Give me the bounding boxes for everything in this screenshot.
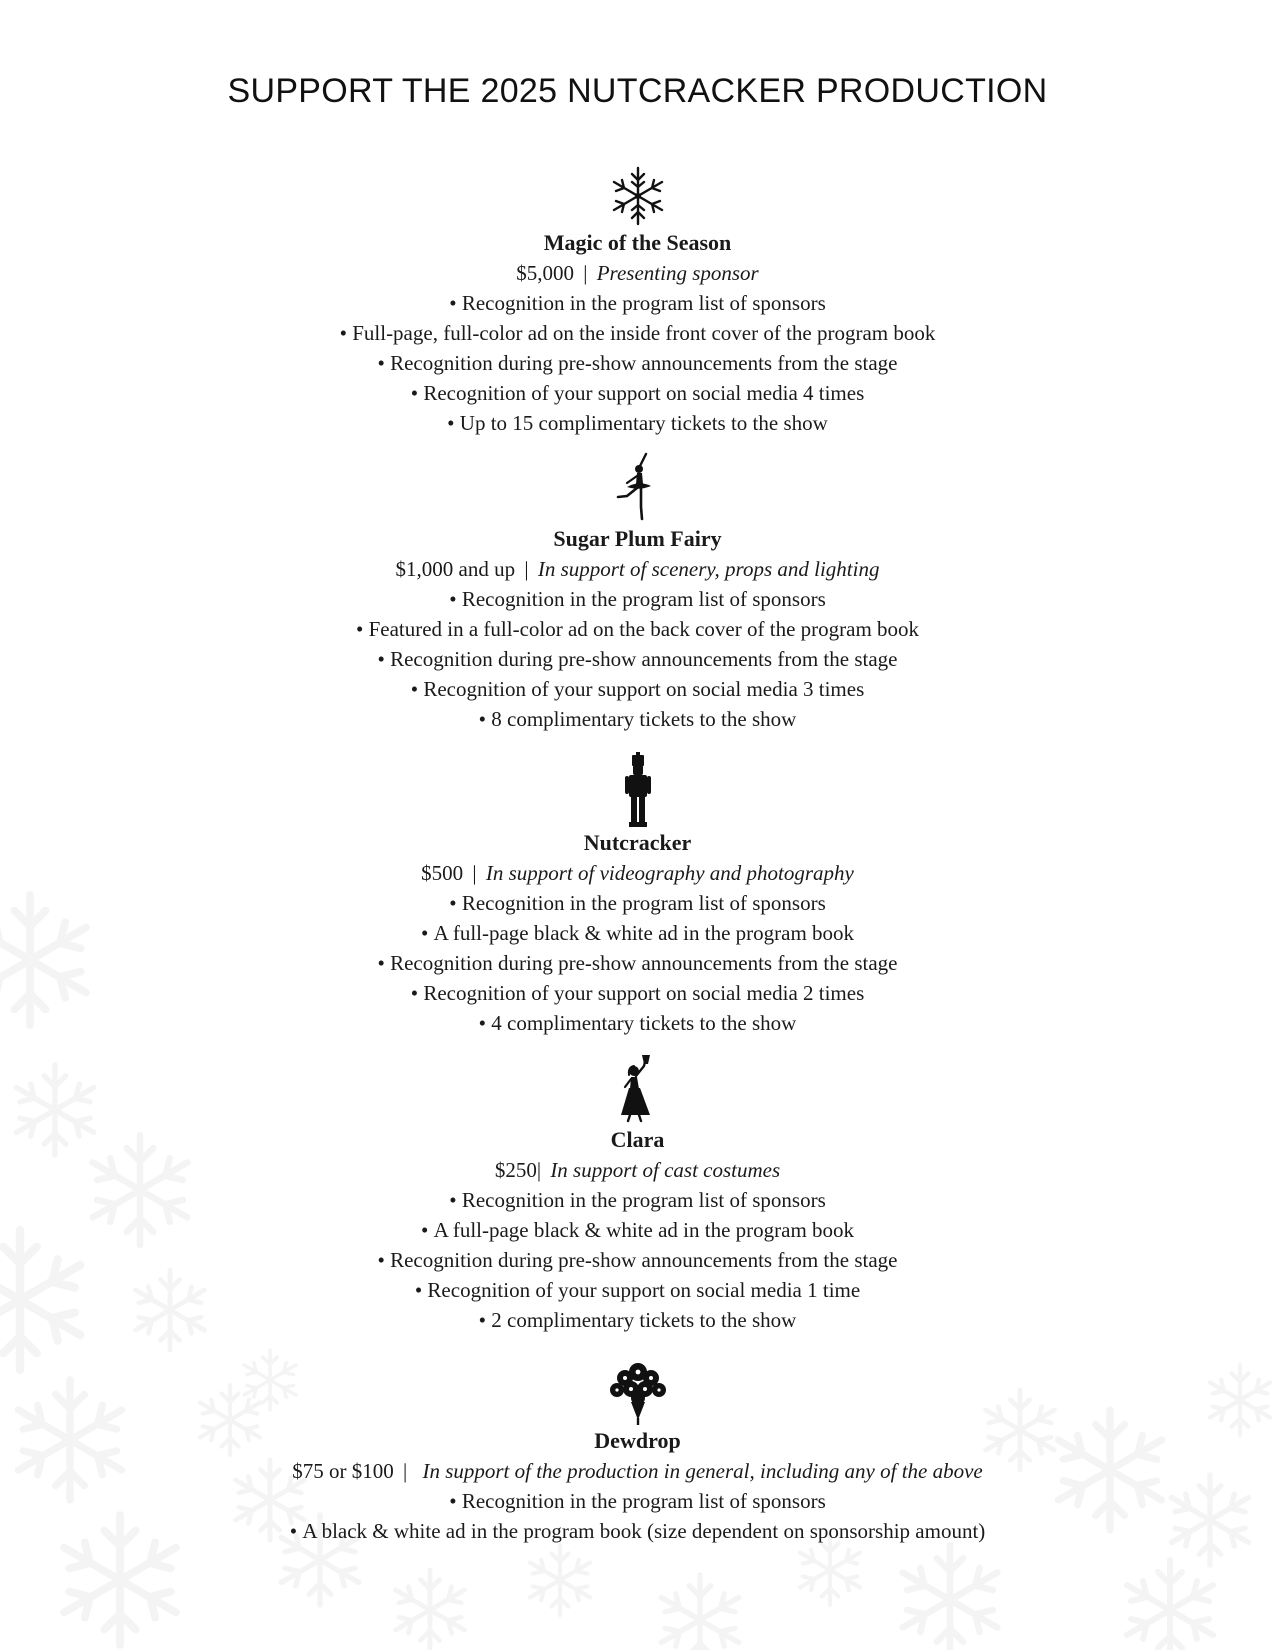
benefit-item: • Recognition of your support on social media 3 times — [0, 674, 1275, 704]
benefit-item: • Recognition in the program list of sponsors — [0, 584, 1275, 614]
tier-dewdrop — [0, 1358, 1275, 1546]
tier-price: $1,000 and up — [395, 557, 516, 581]
benefit-item: • Recognition during pre-show announcements from the stage — [0, 1245, 1275, 1275]
clara-icon — [618, 1053, 658, 1123]
benefit-item: • Recognition in the program list of sponsors — [0, 1486, 1275, 1516]
benefit-item: • Featured in a full-color ad on the back cover of the program book — [0, 614, 1275, 644]
price-separator: | — [472, 861, 477, 885]
tier-sugar-plum-fairy — [0, 452, 1275, 734]
tier-name: Nutcracker — [583, 830, 692, 855]
benefit-item: • Recognition in the program list of sponsors — [0, 1185, 1275, 1215]
benefit-item: • Recognition of your support on social media 1 time — [0, 1275, 1275, 1305]
benefit-list — [0, 888, 1275, 1038]
page-title: SUPPORT THE 2025 NUTCRACKER PRODUCTION — [227, 72, 1048, 110]
tier-price: $500 — [421, 861, 464, 885]
tier-price-line — [0, 258, 1275, 288]
tier-purpose: In support of scenery, props and lighting — [537, 557, 880, 581]
price-separator: | — [402, 1459, 408, 1483]
benefit-item: • 2 complimentary tickets to the show — [0, 1305, 1275, 1335]
tier-name: Sugar Plum Fairy — [553, 526, 722, 551]
benefit-item: • Recognition during pre-show announcements from the stage — [0, 948, 1275, 978]
tier-price: $250 — [494, 1158, 537, 1182]
benefit-list — [0, 1486, 1275, 1546]
benefit-item: • 4 complimentary tickets to the show — [0, 1008, 1275, 1038]
benefit-item: • Full-page, full-color ad on the inside front cover of the program book — [0, 318, 1275, 348]
nutcracker-soldier-icon — [623, 752, 653, 828]
benefit-item: • A black & white ad in the program book (size dependent on sponsorship amount) — [0, 1516, 1275, 1546]
benefit-item: • A full-page black & white ad in the program book — [0, 918, 1275, 948]
price-separator: | — [583, 261, 588, 285]
tier-name: Magic of the Season — [543, 230, 732, 255]
tier-nutcracker — [0, 752, 1275, 1038]
benefit-item: • Recognition in the program list of sponsors — [0, 288, 1275, 318]
benefit-item: • Up to 15 complimentary tickets to the show — [0, 408, 1275, 438]
tier-price-line — [0, 1155, 1275, 1185]
tier-price-line — [0, 1456, 1275, 1486]
snowflake-icon — [608, 166, 668, 226]
price-separator: | — [536, 1158, 542, 1182]
flower-bouquet-icon — [607, 1358, 669, 1426]
tier-price-line — [0, 554, 1275, 584]
tier-magic-of-the-season — [0, 166, 1275, 438]
tier-price: $5,000 — [516, 261, 575, 285]
tier-purpose: In support of the production in general, including any of the above — [422, 1459, 983, 1483]
tier-price-line — [0, 858, 1275, 888]
tier-price: $75 or $100 — [292, 1459, 394, 1483]
tier-name: Dewdrop — [594, 1428, 681, 1453]
ballerina-icon — [613, 452, 663, 522]
tier-purpose: In support of cast costumes — [550, 1158, 781, 1182]
tier-purpose: Presenting sponsor — [596, 261, 759, 285]
benefit-item: • Recognition of your support on social media 2 times — [0, 978, 1275, 1008]
tier-purpose: In support of videography and photography — [485, 861, 854, 885]
benefit-item: • Recognition during pre-show announcements from the stage — [0, 348, 1275, 378]
benefit-item: • Recognition in the program list of sponsors — [0, 888, 1275, 918]
benefit-item: • Recognition of your support on social media 4 times — [0, 378, 1275, 408]
benefit-item: • Recognition during pre-show announcements from the stage — [0, 644, 1275, 674]
benefit-item: • 8 complimentary tickets to the show — [0, 704, 1275, 734]
tier-clara — [0, 1053, 1275, 1335]
benefit-list — [0, 288, 1275, 438]
tier-name: Clara — [610, 1127, 665, 1152]
benefit-list — [0, 584, 1275, 734]
benefit-list — [0, 1185, 1275, 1335]
benefit-item: • A full-page black & white ad in the program book — [0, 1215, 1275, 1245]
price-separator: | — [524, 557, 529, 581]
